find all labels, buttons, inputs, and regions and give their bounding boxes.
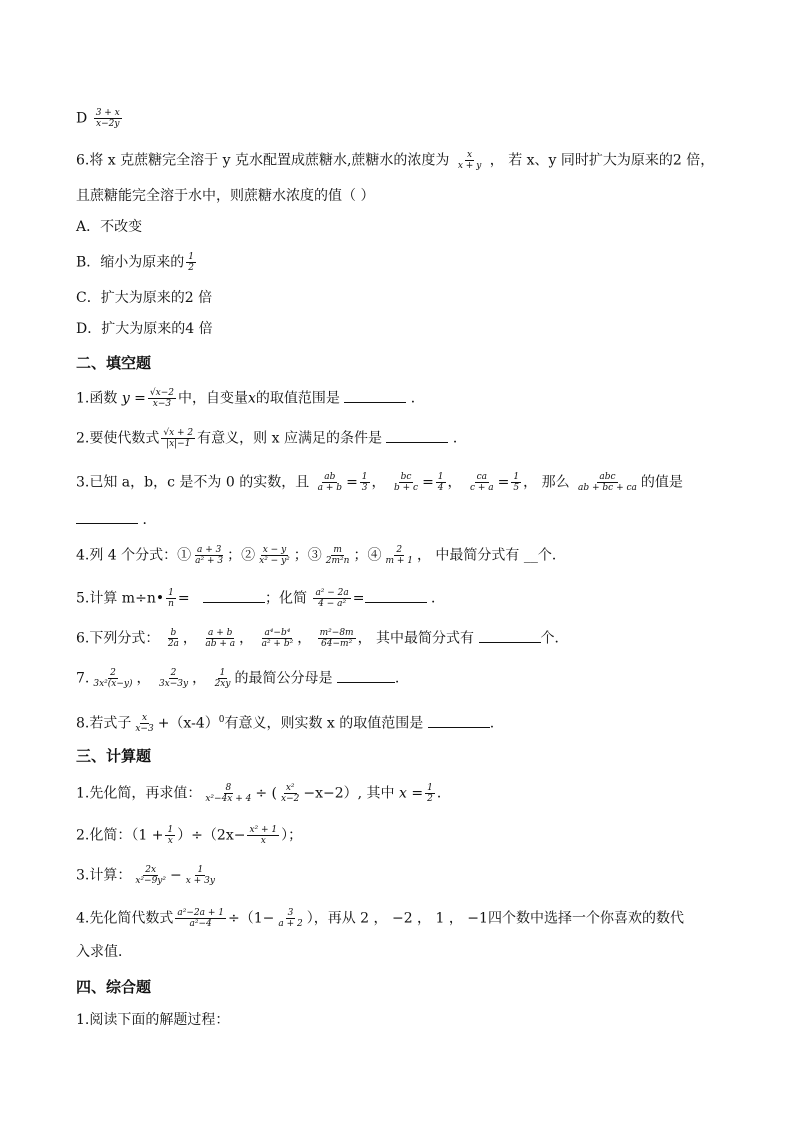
fraction: $\frac{2x}{\text{x²−9y²}}$ (135, 865, 167, 886)
answer-blank[interactable] (337, 670, 395, 683)
fraction: $\frac{1}{x}$ (167, 825, 174, 846)
fraction: $\frac{3 + x}{x-2y}$ (95, 108, 120, 129)
question-6-line2: 且蔗糖能完全溶于水中，则蔗糖水浓度的值（ ） (76, 188, 375, 204)
fraction: $\frac{1}{5}$ (513, 472, 520, 493)
fill-q3-blank-line: ． (76, 510, 156, 530)
fraction: $\frac{\text{x² + 1}}{x}$ (249, 825, 278, 846)
calc-q4-line2: 入求值． (76, 944, 132, 960)
comp-q1: 1.阅读下面的解题过程： (76, 1012, 230, 1028)
calc-q1: 1.先化简，再求值： $\frac{8}{\text{x²−4x + 4}}$ ÷ ( $\frac{\text{x²}}{x-2}$ −x−2）, 其中 x = $\frac{1}{2}$ ． (76, 783, 451, 804)
fraction: $\frac{1}{2}$ (188, 252, 195, 273)
fraction: $\frac{1}{n}$ (168, 588, 174, 609)
fraction: $\frac{3}{a + 2}$ (278, 908, 303, 929)
fraction: $\frac{\text{abc}}{ab + bc + ca}$ (578, 472, 637, 493)
fill-q7: 7. $\frac{2}{\text{3x²(x−y)}}$ ， $\frac{2}{3x-3y}$ ， $\frac{1}{2xy}$ 的最简公分母是 . (76, 668, 400, 689)
fill-q8: 8.若式子 $\frac{x}{x-3}$ $+(x-4)^0$有意义，则实数 x 的取值范围是 . (76, 713, 495, 735)
fraction: $\frac{2}{m + 1}$ (385, 545, 413, 566)
option-d-top: D $\frac{3 + x}{x-2y}$ (76, 108, 120, 129)
fraction: $\frac{2}{3x-3y}$ (158, 668, 189, 689)
fill-q4: 4.列 4 个分式：① $\frac{a + 3}{\text{a² + 3}}$ ；② $\frac{x - y}{\text{x² − y²}}$ ；③ $\frac{m}{\text{2m²n}}$ ；④ $\frac{2}{m + 1}$ ， 中最简分式有 __个． (76, 545, 566, 566)
fraction: $\frac{bc}{b + c}$ (393, 472, 419, 493)
answer-blank[interactable] (428, 715, 490, 728)
option-a: A．不改变 (76, 219, 143, 235)
fill-q5: 5.计算 m÷n• $\frac{1}{n}$ = ；化简 $\frac{\text{a² − 2a}}{\text{4 − a²}}$ = ． (76, 588, 445, 609)
answer-blank[interactable] (479, 630, 541, 643)
fraction: $\frac{\text{a²−2a + 1}}{\text{a²−4}}$ (177, 908, 224, 929)
fraction: $\frac{\text{a⁴−b⁴}}{\text{a² + b²}}$ (261, 628, 294, 649)
calc-q2: 2.化简：（1 + $\frac{1}{x}$ ）÷（2x− $\frac{\text{x² + 1}}{x}$ ）； (76, 825, 303, 846)
fill-q2: 2.要使代数式 $\frac{√x + 2}{|x|-1}$ 有意义，则 x 应满足的条件是 ． (76, 428, 467, 449)
fraction: $\frac{ca}{c + a}$ (469, 472, 494, 493)
fraction: $\frac{\text{m²−8m}}{\text{64−m²}}$ (319, 628, 354, 649)
fraction: $\frac{2}{\text{3x²(x−y)}}$ (93, 668, 133, 689)
fraction: $\frac{√x + 2}{|x|-1}$ (163, 428, 194, 449)
fraction: $\frac{\text{x²}}{x-2}$ (281, 783, 300, 804)
fraction: $\frac{m}{\text{2m²n}}$ (325, 545, 350, 566)
calc-q4: 4.先化简代数式 $\frac{\text{a²−2a + 1}}{\text{a²−4}}$ ÷（1− $\frac{3}{a + 2}$ ），再从 2 ， −2 ， 1 ， −1四个数中选择一个你喜欢的数代 (76, 908, 684, 929)
answer-blank[interactable] (76, 511, 138, 524)
fraction: $\frac{a + 3}{\text{a² + 3}}$ (195, 545, 224, 566)
answer-blank[interactable] (203, 590, 265, 603)
section-title-comprehensive: 四、综合题 (76, 978, 152, 996)
fraction: $\frac{1}{2}$ (427, 783, 433, 804)
fraction: $\frac{1}{4}$ (437, 472, 444, 493)
fraction: $\frac{\text{a² − 2a}}{\text{4 − a²}}$ (315, 588, 349, 609)
fraction: $\frac{a + b}{ab + a}$ (205, 628, 236, 649)
fraction: $\frac{ab}{a + b}$ (317, 472, 343, 493)
option-b: B．缩小为原来的 $\frac{1}{2}$ (76, 252, 195, 273)
fraction: $\frac{1}{2xy}$ (214, 668, 231, 689)
fraction: $\frac{x - y}{\text{x² − y²}}$ (259, 545, 290, 566)
section-title-fill-in: 二、填空题 (76, 354, 152, 372)
answer-blank[interactable] (365, 590, 427, 603)
question-6-line1: 6.将 x 克蔗糖完全溶于 y 克水配置成蔗糖水,蔗糖水的浓度为 $\frac{x}{x + y}$ ， 若 x、y 同时扩大为原来的2 倍， (76, 150, 715, 171)
fill-q3: 3.已知 a，b，c 是不为 0 的实数，且 $\frac{ab}{a + b}$ = $\frac{1}{3}$ ， $\frac{bc}{b + c}$ = $\frac{1}{4}$ ， $\frac{ca}{c + a}$ = $\frac{1}{5}$ ， 那么 $\frac{\text{abc}}{ab + bc + ca}$ 的值是 (76, 472, 683, 493)
fraction: $\frac{√x-2}{x-3}$ (149, 388, 174, 409)
calc-q3: 3.计算： $\frac{2x}{\text{x²−9y²}}$ − $\frac{1}{x + 3y}$ (76, 865, 215, 886)
fraction: $\frac{8}{\text{x²−4x + 4}}$ (205, 783, 252, 804)
fraction: $\frac{b}{2a}$ (167, 628, 179, 649)
fraction: $\frac{x}{x + y}$ (457, 150, 482, 171)
section-title-calculation: 三、计算题 (76, 747, 152, 765)
fill-q1: 1.函数 y = $\frac{√x-2}{x-3}$ 中，自变量x的取值范围是 ． (76, 388, 425, 409)
fraction: $\frac{x}{x-3}$ (135, 713, 154, 735)
answer-blank[interactable] (386, 430, 448, 443)
option-c: C．扩大为原来的2 倍 (76, 290, 213, 306)
fraction: $\frac{1}{3}$ (361, 472, 368, 493)
option-d: D．扩大为原来的4 倍 (76, 321, 213, 337)
fraction: $\frac{1}{x + 3y}$ (185, 865, 215, 886)
answer-blank[interactable] (344, 390, 406, 403)
fill-q6: 6.下列分式： $\frac{b}{2a}$ ， $\frac{a + b}{ab + a}$ ， $\frac{\text{a⁴−b⁴}}{\text{a² + b²}}$ ， $\frac{\text{m²−8m}}{\text{64−m²}}$ ， 其中最简分式有 个． (76, 628, 569, 649)
